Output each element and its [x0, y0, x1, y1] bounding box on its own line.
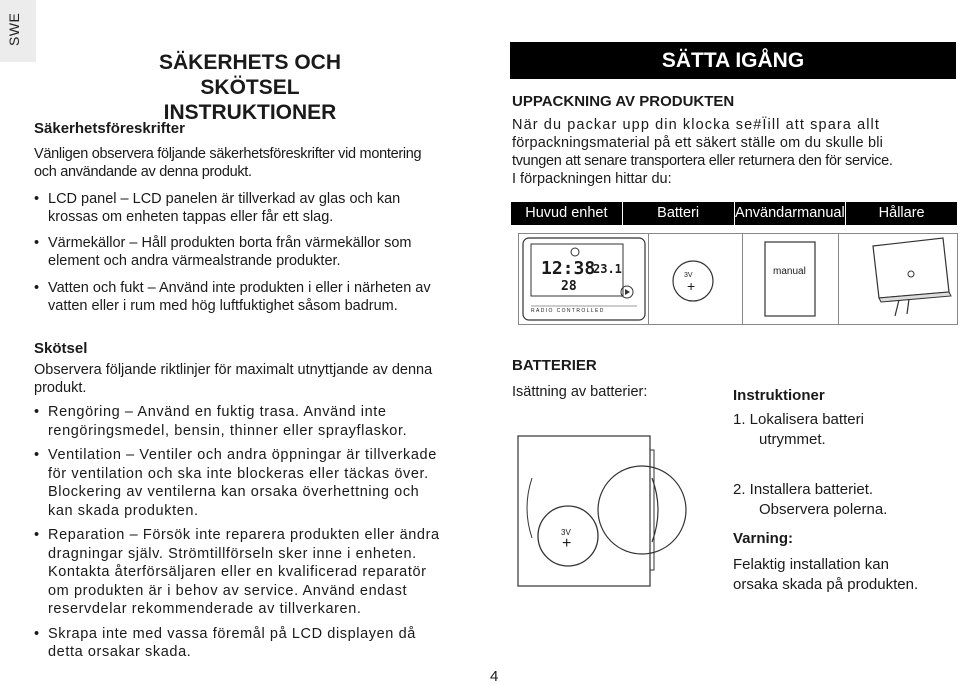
instructions-title: Instruktioner [733, 387, 825, 404]
care-item-repair [34, 526, 484, 619]
care-intro [34, 361, 484, 397]
safety-item-lcd-line1: • LCD panel – LCD panelen är tillverkad av glas och kan [48, 191, 401, 207]
battery-illus-plus: + [687, 278, 696, 294]
safety-item-water-line2: vatten eller i rum med hög luftfuktighet såsom badrum. [48, 298, 398, 314]
clock-footer: RADIO CONTROLLED [531, 308, 605, 314]
contents-battery: Batteri [623, 202, 735, 225]
safety-item-heat [34, 234, 484, 270]
battery-instructions [733, 387, 958, 595]
care-item-scratch [34, 625, 484, 662]
battery-section [512, 357, 722, 401]
safety-item-heat-line2: element och andra värmealstrande produkter. [48, 253, 341, 269]
care-item-repair-line4: om produkten är i behov av service. Använd endast [48, 582, 408, 599]
manual-illustration [742, 233, 840, 325]
holder-drawing [839, 234, 957, 324]
safety-intro-line1: Vänligen observera följande säkerhetsföreskrifter vid montering [34, 146, 422, 162]
unpack-line3: tvungen att senare transportera eller returnera den för service. [512, 153, 893, 169]
care-item-cleaning-line2: rengöringsmedel, bensin, thinner eller sprayflaskor. [48, 422, 408, 439]
battery-illustration [648, 233, 744, 325]
care-item-repair-line3: Kontakta återförsäljaren eller en kvalificerad reparatör [48, 564, 427, 580]
warning-line2: orsaka skada på produkten. [733, 576, 919, 593]
care-item-ventilation-line4: kan skada produkten. [48, 502, 199, 519]
care-section [34, 340, 484, 662]
instruction-step-2-line2: Observera polerna. [759, 501, 888, 518]
warning-line1: Felaktig installation kan [733, 556, 889, 573]
care-intro-line2: produkt. [34, 380, 87, 396]
safety-item-lcd-line2: krossas om enheten tappas eller får ett slag. [48, 209, 334, 225]
battery-illus-label: 3V [684, 272, 693, 279]
unpack-line4: I förpackningen hittar du: [512, 171, 672, 187]
safety-intro-line2: och användande av denna produkt. [34, 164, 252, 180]
battery-compartment-plus: + [562, 535, 572, 552]
instruction-step-1-line2: utrymmet. [759, 431, 826, 448]
left-banner-title [110, 50, 390, 125]
unpack-title: UPPACKNING AV PRODUKTEN [512, 93, 735, 110]
safety-item-water-line1: • Vatten och fukt – Använd inte produkten i eller i närheten av [48, 280, 431, 296]
care-intro-line1: Observera följande riktlinjer för maximalt utnyttjande av denna [34, 362, 433, 378]
instruction-step-2-line1: 2. Installera batteriet. [733, 481, 874, 498]
safety-item-heat-line1: • Värmekällor – Håll produkten borta från värmekällor som [48, 235, 412, 251]
unpack-line2: förpackningsmaterial på ett säkert ställe om du skulle bli [512, 135, 884, 151]
instruction-step-1 [733, 410, 958, 450]
care-item-cleaning-line1: • Rengöring – Använd en fuktig trasa. Använd inte [48, 404, 387, 420]
battery-title: BATTERIER [512, 357, 597, 374]
clock-time: 12:38 [541, 258, 596, 279]
manual-drawing [743, 234, 839, 324]
holder-illustration [838, 233, 958, 325]
care-title: Skötsel [34, 340, 88, 357]
page-number: 4 [490, 668, 499, 685]
language-tab [0, 0, 36, 62]
care-item-ventilation [34, 446, 484, 520]
clock-illustration [518, 233, 650, 325]
contents-manual: Användarmanual [735, 202, 847, 225]
care-item-scratch-line1: • Skrapa inte med vassa föremål på LCD displayen då [48, 625, 416, 642]
safety-section [34, 120, 484, 315]
warning-text [733, 555, 958, 595]
clock-temp: 23.1 [593, 262, 622, 276]
instruction-step-2 [733, 480, 958, 520]
unpack-line1: När du packar upp din klocka se#Ïill att spara allt [512, 117, 881, 133]
battery-compartment-illustration [512, 430, 712, 590]
battery-compartment-label: 3V [561, 528, 571, 537]
battery-compartment-drawing [512, 430, 712, 590]
battery-subtitle: Isättning av batterier: [512, 384, 648, 400]
unpack-text [512, 116, 960, 188]
left-banner-line2: INSTRUKTIONER [163, 101, 337, 124]
language-tab-label: SWE [6, 12, 22, 46]
left-banner-line1: SÄKERHETS OCH SKÖTSEL [158, 51, 342, 99]
care-item-repair-line5: reservdelar rekommenderade av tillverkaren. [48, 601, 362, 617]
care-item-ventilation-line3: Blockering av ventilerna kan orsaka överhettning och [48, 484, 420, 500]
warning-title: Varning: [733, 530, 794, 547]
clock-date: 28 [561, 279, 577, 294]
contents-main-unit: Huvud enhet [511, 202, 623, 225]
contents-holder: Hållare [878, 205, 925, 221]
package-contents-bar [511, 202, 957, 225]
unpack-section [512, 93, 960, 188]
instruction-step-1-line1: 1. Lokalisera batteri [733, 411, 864, 428]
safety-title: Säkerhetsföreskrifter [34, 120, 185, 137]
right-banner-title: SÄTTA IGÅNG [661, 49, 805, 72]
safety-item-water [34, 279, 484, 315]
care-item-scratch-line2: detta orsakar skada. [48, 644, 192, 660]
care-item-ventilation-line2: för ventilation och ska inte blockeras eller täckas över. [48, 465, 429, 482]
care-item-cleaning [34, 403, 484, 440]
care-item-repair-line1: • Reparation – Försök inte reparera produkten eller ändra [48, 527, 440, 543]
right-banner [510, 42, 956, 79]
safety-item-lcd [34, 190, 484, 226]
coin-battery-drawing [649, 234, 743, 324]
care-item-repair-line2: dragningar själv. Strömtillförseln sker inne i enheten. [48, 545, 417, 562]
manual-illus-label: manual [773, 266, 806, 277]
safety-intro [34, 145, 484, 181]
care-item-ventilation-line1: • Ventilation – Ventiler och andra öppningar är tillverkade [48, 447, 437, 463]
